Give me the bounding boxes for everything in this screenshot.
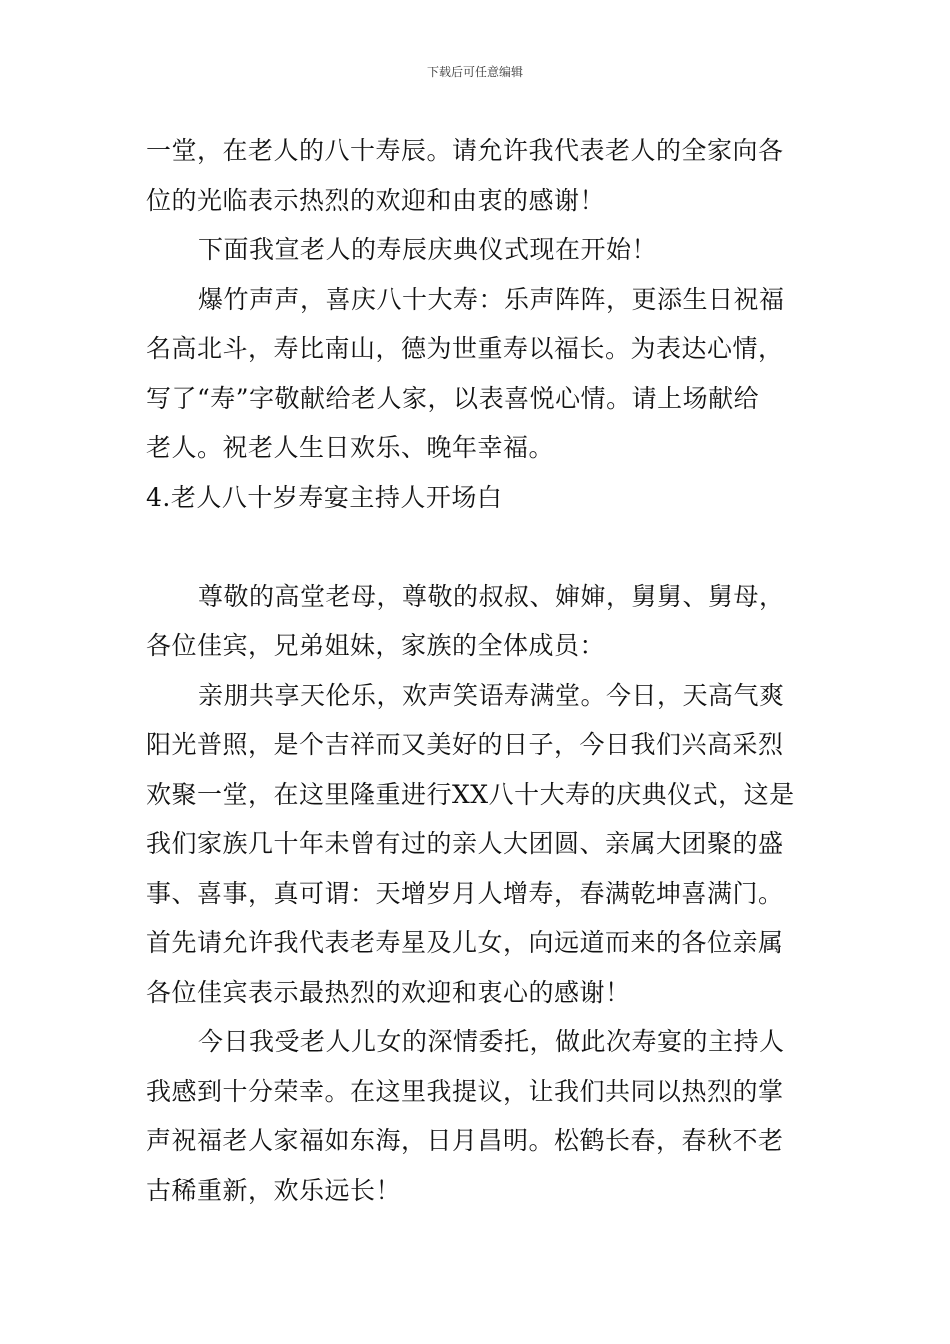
text-line: 阳光普照，是个吉祥而又美好的日子，今日我们兴高采烈 bbox=[146, 730, 784, 759]
text-line: 一堂，在老人的八十寿辰。请允许我代表老人的全家向各 bbox=[146, 136, 784, 165]
text-line: 各位佳宾，兄弟姐妹，家族的全体成员： bbox=[146, 631, 606, 660]
blank-line bbox=[146, 522, 810, 572]
document-body bbox=[146, 126, 810, 1215]
text-line: 亲朋共享天伦乐，欢声笑语寿满堂。今日，天高气爽 bbox=[198, 680, 785, 710]
text-line: 今日我受老人儿女的深情委托，做此次寿宴的主持人 bbox=[198, 1027, 785, 1056]
text-line: 欢聚一堂，在这里隆重进行XX八十大寿的庆典仪式，这是 bbox=[146, 779, 795, 809]
section-heading: 4.老人八十岁寿宴主持人开场白 bbox=[146, 482, 503, 512]
text-line: 老人。祝老人生日欢乐、晚年幸福。 bbox=[146, 433, 555, 462]
page-header: 下载后可任意编辑 bbox=[426, 65, 523, 79]
text-line: 事、喜事，真可谓：天增岁月人增寿，春满乾坤喜满门。 bbox=[146, 878, 784, 908]
text-line: 古稀重新，欢乐远长！ bbox=[146, 1175, 402, 1205]
text-line: 名高北斗，寿比南山，德为世重寿以福长。为表达心情， bbox=[146, 334, 784, 363]
text-line: 各位佳宾表示最热烈的欢迎和衷心的感谢！ bbox=[146, 977, 631, 1007]
text-line: 写了“寿”字敬献给老人家，以表喜悦心情。请上场献给 bbox=[146, 383, 760, 413]
text-line: 爆竹声声，喜庆八十大寿：乐声阵阵，更添生日祝福 bbox=[198, 284, 785, 314]
text-line: 声祝福老人家福如东海，日月昌明。松鹤长春，春秋不老 bbox=[146, 1126, 784, 1155]
text-line: 我感到十分荣幸。在这里我提议，让我们共同以热烈的掌 bbox=[146, 1076, 784, 1106]
text-line: 首先请允许我代表老寿星及儿女，向远道而来的各位亲属 bbox=[146, 928, 784, 957]
text-line: 下面我宣老人的寿辰庆典仪式现在开始！ bbox=[198, 235, 658, 264]
text-line: 我们家族几十年未曾有过的亲人大团圆、亲属大团聚的盛 bbox=[146, 829, 784, 858]
text-line: 尊敬的高堂老母，尊敬的叔叔、婶婶，舅舅、舅母， bbox=[198, 581, 785, 611]
text-line: 位的光临表示热烈的欢迎和由衷的感谢！ bbox=[146, 185, 606, 215]
